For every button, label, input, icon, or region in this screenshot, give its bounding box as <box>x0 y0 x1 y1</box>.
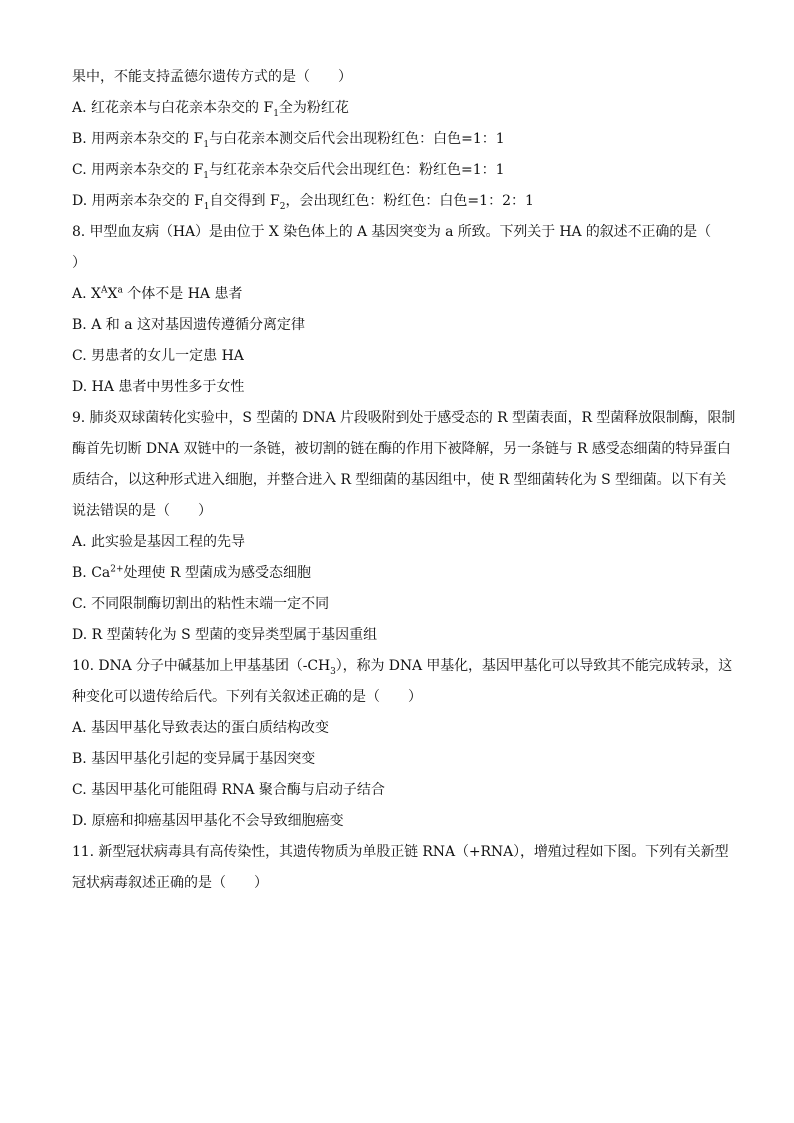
subscript: 3 <box>330 666 336 677</box>
option-text: A. 红花亲本与白花亲本杂交的 F <box>72 100 274 116</box>
q8-stem-line2: ） <box>72 255 86 271</box>
q10-stem-line2: 种变化可以遗传给后代。下列有关叙述正确的是（ ） <box>72 689 422 705</box>
q10-stem-line1 <box>72 651 732 682</box>
option-text: 自交得到 F <box>209 193 280 209</box>
q9-stem-line3: 质结合，以这种形式进入细胞，并整合进入 R 型细菌的基因组中，使 R 型细菌转化为 S 型细菌。以下有关 <box>72 472 727 488</box>
option-text: D. 用两亲本杂交的 F <box>72 193 204 209</box>
superscript: 2+ <box>110 564 124 575</box>
option-text: 与红花亲本杂交后代会出现红色：粉红色=1：1 <box>209 162 505 178</box>
q9-stem-line2: 酶首先切断 DNA 双链中的一条链，被切割的链在酶的作用下被降解，另一条链与 R 感受态细菌的特异蛋白 <box>72 441 731 457</box>
subscript: 1 <box>203 201 210 212</box>
option-text: B. 用两亲本杂交的 F <box>72 131 204 147</box>
q8-option-c: C. 男患者的女儿一定患 HA <box>72 348 244 364</box>
option-text: 全为粉红花 <box>278 100 349 116</box>
option-text: X <box>107 286 118 302</box>
subscript: 1 <box>203 170 210 181</box>
option-text: A. X <box>72 286 101 302</box>
q9-stem-line1: 9. 肺炎双球菌转化实验中，S 型菌的 DNA 片段吸附到处于感受态的 R 型菌表面，R 型菌释放限制酶，限制 <box>72 410 736 426</box>
q8-option-d: D. HA 患者中男性多于女性 <box>72 379 245 395</box>
q7-option-a <box>72 93 732 124</box>
q11-stem-line2: 冠状病毒叙述正确的是（ ） <box>72 875 268 891</box>
q9-option-a: A. 此实验是基因工程的先导 <box>72 534 246 550</box>
stem-text: 10. DNA 分子中碱基加上甲基基团（-CH <box>72 658 331 674</box>
superscript: a <box>117 285 123 296</box>
q9-option-c: C. 不同限制酶切割出的粘性末端一定不同 <box>72 596 330 612</box>
q10-option-c: C. 基因甲基化可能阻碍 RNA 聚合酶与启动子结合 <box>72 782 385 798</box>
q9-option-d: D. R 型菌转化为 S 型菌的变异类型属于基因重组 <box>72 627 378 643</box>
q10-option-b: B. 基因甲基化引起的变异属于基因突变 <box>72 751 316 767</box>
q9-option-b <box>72 558 732 589</box>
q8-option-a <box>72 279 732 310</box>
option-text: C. 用两亲本杂交的 F <box>72 162 204 178</box>
subscript: 2 <box>279 201 286 212</box>
q9-stem-line4: 说法错误的是（ ） <box>72 503 212 519</box>
q11-stem-line1: 11. 新型冠状病毒具有高传染性，其遗传物质为单股正链 RNA（+RNA），增殖过程如下图。下列有关新型 <box>72 844 729 860</box>
question-stem-continuation: 果中，不能支持孟德尔遗传方式的是（ ） <box>72 69 352 85</box>
q8-option-b: B. A 和 a 这对基因遗传遵循分离定律 <box>72 317 305 333</box>
superscript: A <box>100 285 108 296</box>
option-text: 处理使 R 型菌成为感受态细胞 <box>123 565 311 581</box>
subscript: 1 <box>273 108 279 119</box>
option-text: B. Ca <box>72 565 111 581</box>
subscript: 1 <box>203 139 210 150</box>
q7-option-b <box>72 124 732 155</box>
document-page <box>72 62 736 899</box>
q7-option-c <box>72 155 732 186</box>
q10-option-d: D. 原癌和抑癌基因甲基化不会导致细胞癌变 <box>72 813 344 829</box>
stem-text: ），称为 DNA 甲基化，基因甲基化可以导致其不能完成转录，这 <box>335 658 733 674</box>
option-text: ，会出现红色：粉红色：白色=1：2：1 <box>285 193 534 209</box>
option-text: 与白花亲本测交后代会出现粉红色：白色=1：1 <box>209 131 505 147</box>
q10-option-a: A. 基因甲基化导致表达的蛋白质结构改变 <box>72 720 330 736</box>
q7-option-d <box>72 186 732 217</box>
option-text: 个体不是 HA 患者 <box>122 286 243 302</box>
q8-stem-line1: 8. 甲型血友病（HA）是由位于 X 染色体上的 A 基因突变为 a 所致。下列关于 HA 的叙述不正确的是（ <box>72 224 711 240</box>
